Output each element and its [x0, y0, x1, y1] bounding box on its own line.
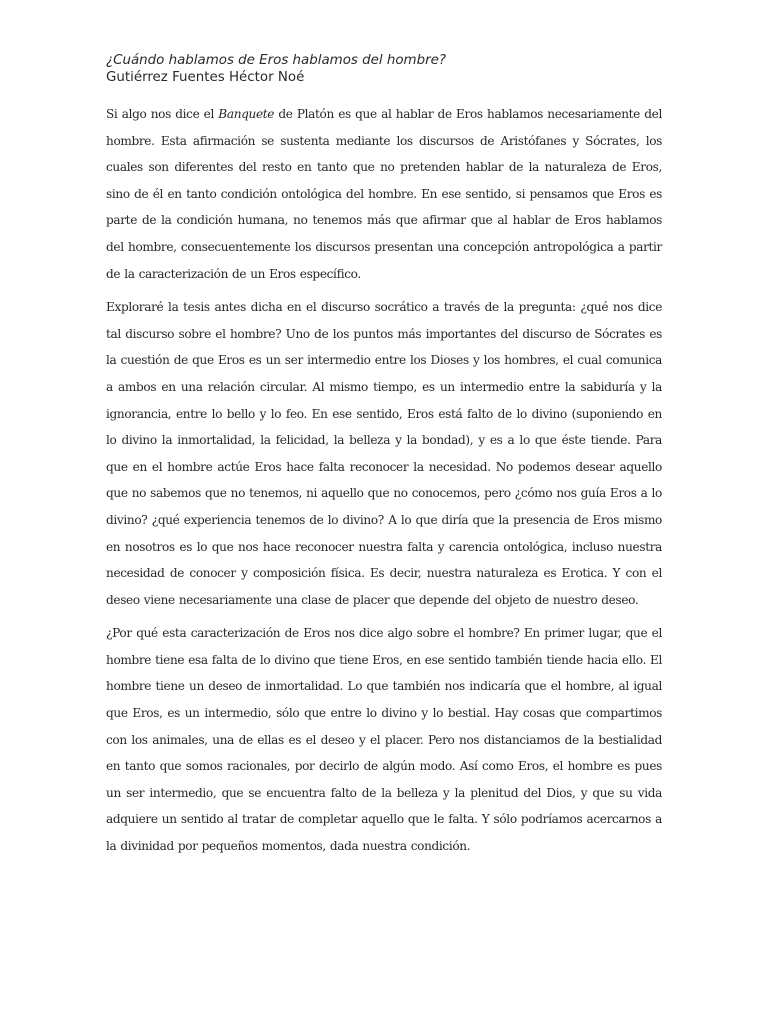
- paragraph-1: [106, 101, 662, 287]
- paragraph-1-start: Si algo nos dice el: [106, 107, 219, 121]
- paragraph-1-rest: de Platón es que al hablar de Eros hablamos necesariamente del hombre. Esta afirmación se sustenta mediante los discursos de Aristófanes y Sócrates, los cuales son diferentes del resto en tanto que no pretenden hablar de la naturaleza de Eros, sino de él en tanto condición ontológica del hombre. En ese sentido, si pensamos que Eros es parte de la condición humana, no tenemos más que afirmar que al hablar de Eros hablamos del hombre, consecuentemente los discursos presentan una concepción antropológica a partir de la caracterización de un Eros específico.: [106, 107, 662, 281]
- document-author: Gutiérrez Fuentes Héctor Noé: [106, 70, 305, 85]
- document-title: ¿Cuándo hablamos de Eros hablamos del hombre?: [106, 53, 446, 68]
- paragraph-3: ¿Por qué esta caracterización de Eros nos dice algo sobre el hombre? En primer lugar, que el hombre tiene esa falta de lo divino que tiene Eros, en ese sentido también tiende hacia ello. El hombre tiene un deseo de inmortalidad. Lo que también nos indicaría que el hombre, al igual que Eros, es un intermedio, sólo que entre lo divino y lo bestial. Hay cosas que compartimos con los animales, una de ellas es el deseo y el placer. Pero nos distanciamos de la bestialidad en tanto que somos racionales, por decirlo de algún modo. Así como Eros, el hombre es pues un ser intermedio, que se encuentra falto de la belleza y la plenitud del Dios, y que su vida adquiere un sentido al tratar de completar aquello que le falta. Y sólo podríamos acercarnos a la divinidad por pequeños momentos, dada nuestra condición.: [106, 626, 662, 854]
- banquete-title-emphasis: Banquete: [218, 107, 275, 121]
- document-page: [106, 52, 662, 867]
- document-heading: [106, 52, 662, 86]
- paragraph-2: Exploraré la tesis antes dicha en el discurso socrático a través de la pregunta: ¿qué nos dice tal discurso sobre el hombre? Uno de los puntos más importantes del discurso de Sócrates es la cuestión de que Eros es un ser intermedio entre los Dioses y los hombres, el cual comunica a ambos en una relación circular. Al mismo tiempo, es un intermedio entre la sabiduría y la ignorancia, entre lo bello y lo feo. En ese sentido, Eros está falto de lo divino (suponiendo en lo divino la inmortalidad, la felicidad, la belleza y la bondad), y es a lo que éste tiende. Para que en el hombre actúe Eros hace falta reconocer la necesidad. No podemos desear aquello que no sabemos que no tenemos, ni aquello que no conocemos, pero ¿cómo nos guía Eros a lo divino? ¿qué experiencia tenemos de lo divino? A lo que diría que la presencia de Eros mismo en nosotros es lo que nos hace reconocer nuestra falta y carencia ontológica, incluso nuestra necesidad de conocer y composición física. Es decir, nuestra naturaleza es Erotica. Y con el deseo viene necesariamente una clase de placer que depende del objeto de nuestro deseo.: [106, 300, 662, 607]
